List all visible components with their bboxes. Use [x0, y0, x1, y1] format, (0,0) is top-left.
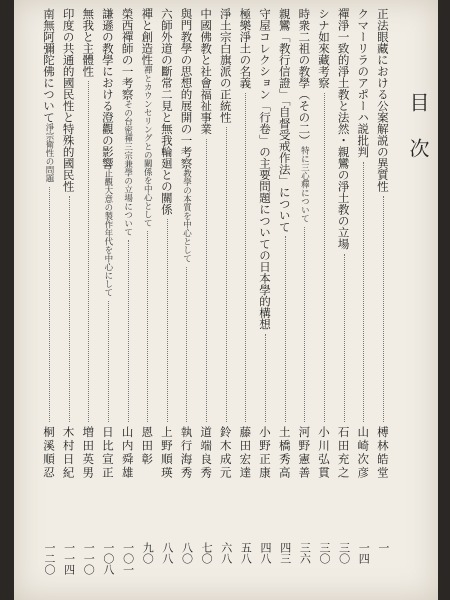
toc-entry [138, 8, 156, 588]
toc-entry-author: 榑林皓堂 [375, 426, 390, 480]
dotted-leader [285, 236, 286, 422]
toc-entry [119, 8, 137, 588]
dotted-leader [206, 139, 207, 423]
toc-entry-title: シナ如來藏考察 [316, 8, 331, 89]
toc-entry [158, 8, 176, 588]
toc-entry-page: 一四 [357, 542, 371, 564]
toc-entry-page: 一一四 [62, 542, 76, 575]
toc-entry-page: 三〇 [317, 542, 331, 564]
toc-entry-author: 山崎次彦 [356, 426, 371, 480]
dotted-leader [128, 240, 129, 422]
toc-entry-page: 四八 [259, 542, 273, 564]
toc-entry-author: 恩田彰 [140, 426, 155, 467]
toc-entry-author: 小野正康 [258, 426, 273, 480]
dotted-leader [265, 334, 266, 422]
toc-entry-page: 九〇 [141, 542, 155, 564]
dotted-leader [304, 227, 305, 423]
toc-entry-page: 四三 [278, 542, 292, 564]
toc-entry [217, 8, 235, 588]
toc-entry-author: 土橋秀高 [277, 426, 292, 480]
dotted-leader [226, 127, 227, 422]
toc-entry [315, 8, 333, 588]
dotted-leader [245, 93, 246, 423]
dotted-leader [186, 267, 187, 423]
toc-entry-page: 一二〇 [43, 542, 56, 575]
toc-entry-page: 七〇 [200, 542, 214, 564]
toc-entry [177, 8, 195, 588]
toc-entry-title: 與門教學の思想的展開の一考察教學の本質を中心として [179, 8, 194, 263]
toc-entry-author: 山内舜雄 [120, 426, 135, 480]
toc-entry-title: 守屋コレクション「行卷」の主要問題についての日本學的構想 [258, 8, 273, 330]
toc-entry [197, 8, 215, 588]
toc-entry-title: 淨土宗白旗派の正統性 [218, 8, 233, 123]
dotted-leader [108, 301, 109, 423]
toc-entry-title: 時衆二祖の教學（その二）特に三心釋について [297, 8, 312, 223]
toc-entry-author: 桐溪順忍 [42, 426, 56, 480]
toc-entry-page: 六八 [219, 542, 233, 564]
toc-entry-title: 禪淨一致的淨土教と法然・親鸞の淨土教の立場 [336, 8, 351, 250]
toc-entry-title: 禪と創造性禪とカウンセリングとの關係を中心として [140, 8, 155, 227]
toc-entry-author: 鈴木成元 [218, 426, 233, 480]
toc-entry [236, 8, 254, 588]
toc-entry-title: 無我と主體性 [81, 8, 96, 77]
toc-entry-author: 道端良秀 [199, 426, 214, 480]
dotted-leader [49, 187, 50, 423]
toc-entry-page: 三六 [298, 542, 312, 564]
toc-entry-title: 六師外道の斷常二見と無我輪廻との關係 [159, 8, 174, 215]
toc-entry [335, 8, 353, 588]
toc-entry [40, 8, 58, 588]
toc-entry-author: 藤田宏達 [238, 426, 253, 480]
dotted-leader [363, 162, 364, 423]
toc-entry [374, 8, 392, 588]
toc-entry [79, 8, 97, 588]
toc-entry-page: 一 [376, 542, 390, 553]
toc-entry [256, 8, 274, 588]
toc-entry-page: 八〇 [180, 542, 194, 564]
dotted-leader [167, 219, 168, 422]
dotted-leader [88, 81, 89, 422]
dotted-leader [69, 196, 70, 422]
book-page [14, 0, 438, 600]
toc-entry-author: 石田充之 [336, 426, 351, 480]
toc-entry-author: 上野順瑛 [159, 426, 174, 480]
toc-entry [354, 8, 372, 588]
toc-entry-title: 印度の共通的國民性と特殊的國民性 [61, 8, 76, 192]
toc-entry [276, 8, 294, 588]
toc-entry-author: 小川弘貫 [316, 426, 331, 480]
toc-entry-title: 中國佛教と社會福祉事業 [199, 8, 214, 135]
toc-heading: 目次 [406, 92, 430, 184]
dotted-leader [383, 196, 384, 422]
toc-entry-author: 木村日紀 [61, 426, 76, 480]
toc-entry-title: 極樂淨土の名義 [238, 8, 253, 89]
toc-entry-title: 謙遜の教學における澄觀の影響止觀大意の製作年代を中心にして [100, 8, 115, 297]
toc-entry-page: 八八 [160, 542, 174, 564]
dotted-leader [344, 254, 345, 423]
toc-entry-page: 一〇八 [101, 542, 115, 575]
toc-entry-author: 執行海秀 [179, 426, 194, 480]
toc-entry-author: 河野憲善 [297, 426, 312, 480]
toc-entry-author: 増田英男 [81, 426, 96, 480]
toc-entry-page: 一〇一 [121, 542, 135, 575]
toc-entry [60, 8, 78, 588]
toc-entry-title: クマーリラのアポーハ説批判 [356, 8, 371, 158]
toc-entry-page: 五八 [239, 542, 253, 564]
toc-entry [99, 8, 117, 588]
dotted-leader [147, 231, 148, 422]
toc-entry-title: 南無阿彌陀佛について淨宗衛性の問題 [42, 8, 56, 183]
toc-entry-title: 榮西禪師の一考察その台密禪三宗兼學の立場について [120, 8, 135, 236]
toc-entry-title: 正法眼藏における公案解説の異質性 [375, 8, 390, 192]
toc-entry-author: 日比宣正 [100, 426, 115, 480]
toc-entry-page: 三〇 [337, 542, 351, 564]
table-of-contents [40, 8, 392, 588]
toc-entry-title: 親鸞「教行信證」「自督受戒作法」について [277, 8, 292, 233]
toc-entry [295, 8, 313, 588]
toc-entry-page: 一一〇 [82, 542, 96, 575]
dotted-leader [324, 93, 325, 423]
